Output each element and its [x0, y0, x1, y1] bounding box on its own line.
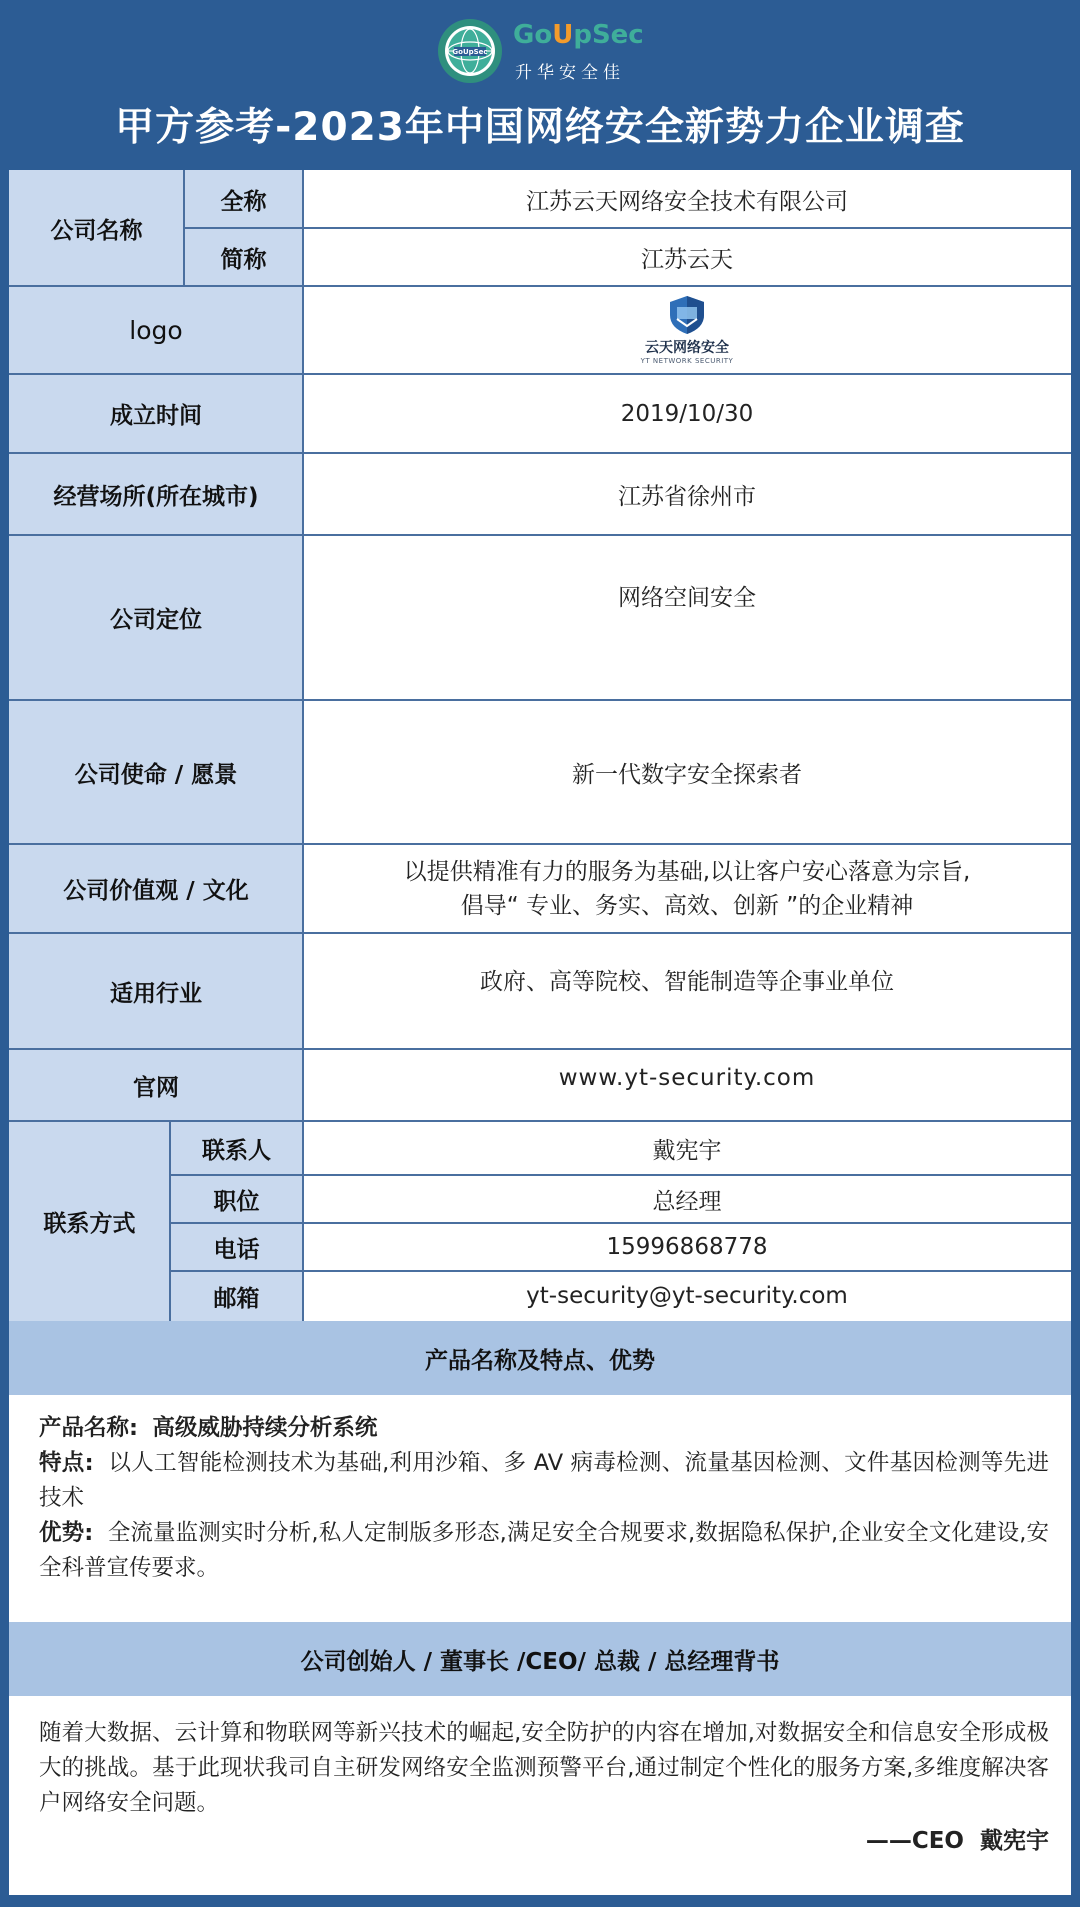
product-name-value: 高级威胁持续分析系统 — [152, 1415, 378, 1441]
product-feature-line — [39, 1446, 1049, 1516]
positioning-label: 公司定位 — [9, 535, 303, 700]
endorsement-text: 随着大数据、云计算和物联网等新兴技术的崛起,安全防护的内容在增加,对数据安全和信息安全形成极大的挑战。基于此现状我司自主研发网络安全监测预警平台,通过制定个性化的服务方案,多维度解决客户网络安全问题。 — [39, 1720, 1049, 1816]
founded-label: 成立时间 — [9, 374, 303, 453]
product-advantage-line — [39, 1516, 1049, 1586]
industry-value: 政府、高等院校、智能制造等企事业单位 — [303, 933, 1071, 1049]
grid-line — [9, 534, 1071, 536]
contact-phone-label: 电话 — [170, 1223, 303, 1271]
website-value[interactable]: www.yt-security.com — [303, 1049, 1071, 1121]
goupsec-seal-icon — [437, 18, 503, 84]
positioning-value: 网络空间安全 — [303, 535, 1071, 700]
grid-line — [9, 843, 1071, 845]
contact-person-value: 戴宪宇 — [303, 1121, 1071, 1175]
grid-line — [9, 452, 1071, 454]
product-feature-label: 特点: — [39, 1450, 94, 1476]
contact-position-label: 职位 — [170, 1175, 303, 1223]
logo-value — [303, 286, 1071, 374]
mission-value: 新一代数字安全探索者 — [303, 700, 1071, 844]
yt-logo-name: 云天网络安全 — [645, 340, 729, 356]
contact-email-value[interactable]: yt-security@yt-security.com — [303, 1271, 1071, 1321]
location-label: 经营场所(所在城市) — [9, 453, 303, 535]
endorsement-heading: 公司创始人 / 董事长 /CEO/ 总裁 / 总经理背书 — [9, 1622, 1071, 1696]
yt-shield-icon — [668, 295, 706, 335]
contact-person-label: 联系人 — [170, 1121, 303, 1175]
product-advantage-value: 全流量监测实时分析,私人定制版多形态,满足安全合规要求,数据隐私保护,企业安全文化建设,安全科普宣传要求。 — [39, 1520, 1050, 1581]
contact-position-value: 总经理 — [303, 1175, 1071, 1223]
contact-label: 联系方式 — [9, 1121, 170, 1321]
values-label: 公司价值观 / 文化 — [9, 844, 303, 933]
short-name-label: 简称 — [184, 228, 303, 286]
short-name-value: 江苏云天 — [303, 228, 1071, 286]
location-value: 江苏省徐州市 — [303, 453, 1071, 535]
grid-line — [170, 1222, 1071, 1224]
header — [0, 0, 1080, 162]
grid-line — [9, 285, 1071, 287]
grid-line — [302, 170, 304, 1321]
contact-email-label: 邮箱 — [170, 1271, 303, 1321]
website-label: 官网 — [9, 1049, 303, 1121]
product-feature-value: 以人工智能检测技术为基础,利用沙箱、多 AV 病毒检测、流量基因检测、文件基因检测等先进技术 — [39, 1450, 1049, 1511]
grid-line — [169, 1121, 171, 1321]
yt-logo — [641, 295, 734, 365]
product-name-line — [39, 1411, 1049, 1446]
logo-label: logo — [9, 286, 303, 374]
values-line-1: 以提供精准有力的服务为基础,以让客户安心落意为宗旨, — [403, 858, 971, 885]
mission-label: 公司使命 / 愿景 — [9, 700, 303, 844]
product-description — [39, 1411, 1049, 1586]
grid-line — [9, 1120, 1071, 1122]
page-title: 甲方参考-2023年中国网络安全新势力企业调查 — [115, 105, 965, 150]
grid-line — [170, 1174, 1071, 1176]
yt-logo-sub: YT NETWORK SECURITY — [640, 357, 734, 365]
full-name-label: 全称 — [184, 170, 303, 228]
endorsement-signature: ——CEO 戴宪宇 — [865, 1828, 1049, 1854]
founded-value: 2019/10/30 — [303, 374, 1071, 453]
full-name-value: 江苏云天网络安全技术有限公司 — [303, 170, 1071, 228]
grid-line — [184, 227, 1071, 229]
svg-text:GoUpSec: GoUpSec — [452, 48, 488, 56]
grid-line — [9, 699, 1071, 701]
grid-line — [9, 1048, 1071, 1050]
brand-name-en: GoUpSec — [513, 20, 644, 50]
contact-phone-value: 15996868778 — [303, 1223, 1071, 1271]
grid-line — [170, 1270, 1071, 1272]
product-name-label: 产品名称: — [39, 1415, 138, 1441]
grid-line — [9, 373, 1071, 375]
values-line-2: 倡导“ 专业、务实、高效、创新 ”的企业精神 — [460, 892, 914, 919]
values-value — [303, 844, 1071, 933]
grid-line — [9, 932, 1071, 934]
goupsec-logo — [437, 14, 677, 90]
product-advantage-label: 优势: — [39, 1520, 94, 1546]
brand-name-cn: 升华安全佳 — [515, 63, 625, 83]
product-heading: 产品名称及特点、优势 — [9, 1321, 1071, 1395]
industry-label: 适用行业 — [9, 933, 303, 1049]
company-info-card — [9, 170, 1071, 1895]
company-name-label: 公司名称 — [9, 170, 184, 286]
